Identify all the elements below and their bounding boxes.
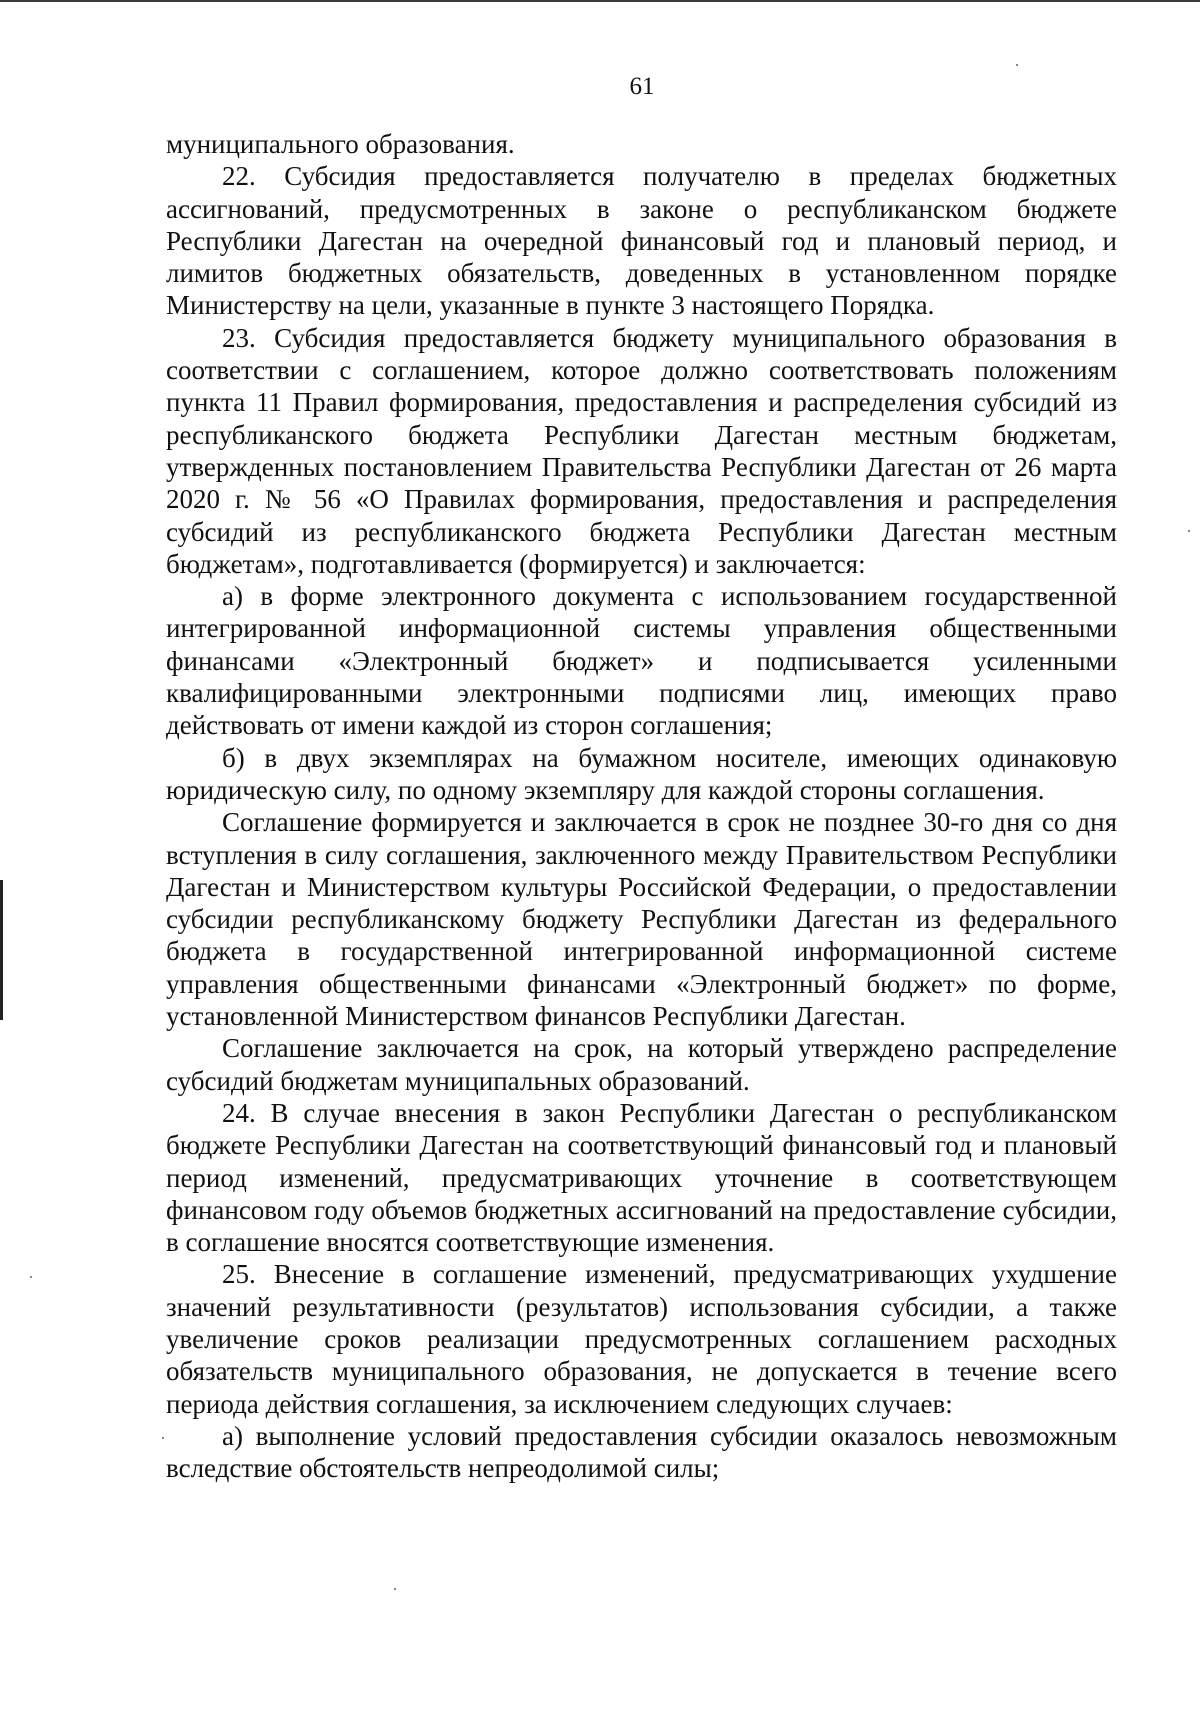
scan-left-edge-mark [0,880,3,1020]
paragraph-item-25: 25. Внесение в соглашение изменений, предусматривающих ухудшение значений результативности (результатов) использования субсидии, а также увеличение сроков реализации предусмотренных соглашением расходных обязательств муниципального образования, не допускается в течение всего периода действия соглашения, за исключением следующих случаев: [166,1259,1117,1419]
paragraph-item-22: 22. Субсидия предоставляется получателю в пределах бюджетных ассигнований, предусмотренных в законе о республиканском бюджете Республики Дагестан на очередной финансовый год и плановый период, и лимитов бюджетных обязательств, доведенных в установленном порядке Министерству на цели, указанные в пункте 3 настоящего Порядка. [166,161,1117,321]
scan-speck [1188,530,1190,532]
paragraph-agreement-term: Соглашение заключается на срок, на который утверждено распределение субсидий бюджетам муниципальных образований. [166,1033,1117,1096]
paragraph-agreement-deadline: Соглашение формируется и заключается в срок не позднее 30-го дня со дня вступления в силу соглашения, заключенного между Правительством Республики Дагестан и Министерством культуры Российской Федерации, о предоставлении субсидии республиканскому бюджету Республики Дагестан из федерального бюджета в государственной интегрированной информационной системе управления общественными финансами «Электронный бюджет» по форме, установленной Министерством финансов Республики Дагестан. [166,807,1117,1032]
scan-speck [1016,64,1018,66]
scan-speck [30,1276,32,1278]
scan-top-edge [0,0,1200,2]
paragraph-subitem-a-electronic: а) в форме электронного документа с использованием государственной интегрированной информационной системы управления общественными финансами «Электронный бюджет» и подписывается усиленными квалифицированными электронными подписями лиц, имеющих право действовать от имени каждой из сторон соглашения; [166,581,1117,741]
document-body [166,128,1117,1484]
paragraph-item-25-subitem-a: а) выполнение условий предоставления субсидии оказалось невозможным вследствие обстоятельств непреодолимой силы; [166,1420,1117,1484]
paragraph-continuation: муниципального образования. [166,129,515,159]
paragraph-item-23: 23. Субсидия предоставляется бюджету муниципального образования в соответствии с соглашением, которое должно соответствовать положениям пункта 11 Правил формирования, предоставления и распределения субсидий из республиканского бюджета Республики Дагестан местным бюджетам, утвержденных постановлением Правительства Республики Дагестан от 26 марта 2020 г. № 56 «О Правилах формирования, предоставления и распределения субсидий из республиканского бюджета Республики Дагестан местным бюджетам», подготавливается (формируется) и заключается: [166,322,1117,579]
paragraph-item-24: 24. В случае внесения в закон Республики Дагестан о республиканском бюджете Республики Дагестан на соответствующий финансовый год и плановый период изменений, предусматривающих уточнение в соответствующем финансовом году объемов бюджетных ассигнований на предоставление субсидии, в соглашение вносятся соответствующие изменения. [166,1097,1117,1258]
paragraph-subitem-b-paper: б) в двух экземплярах на бумажном носителе, имеющих одинаковую юридическую силу, по одному экземпляру для каждой стороны соглашения. [166,742,1117,805]
scan-speck [394,1588,396,1590]
page-number: 61 [629,73,655,100]
scan-speck [162,1437,164,1439]
